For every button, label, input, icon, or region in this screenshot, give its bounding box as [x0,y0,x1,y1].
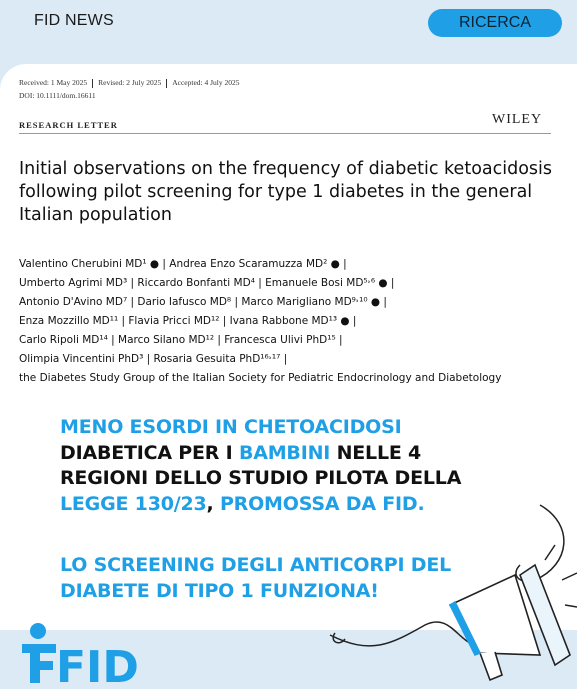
headline [60,415,520,517]
author-line: the Diabetes Study Group of the Italian Society for Pediatric Endocrinology and Diabetology [19,372,502,384]
headline-part: BAMBINI [238,441,331,464]
paper-dates [19,78,240,88]
paper-doi: DOI: 10.1111/dom.16611 [19,91,96,100]
megaphone-icon [330,505,577,689]
headline-part: , [206,492,220,515]
paper-section: RESEARCH LETTER [19,120,118,130]
headline-part: PROMOSSA DA FID. [219,492,425,515]
author-line: Enza Mozzillo MD¹¹ | Flavia Pricci MD¹² | Ivana Rabbone MD¹³ ● | [19,315,357,327]
publisher-logo: WILEY [492,112,543,127]
revised-date: Revised: 2 July 2025 [98,78,162,87]
fid-logo [20,622,139,689]
headline-part: LEGGE 130/23 [60,492,207,515]
subline: LO SCREENING DEGLI ANTICORPI DEL DIABETE DI TIPO 1 FUNZIONA! [60,554,452,602]
accepted-date: Accepted: 4 July 2025 [172,78,240,87]
logo-head [30,623,46,639]
headline-part: NELLE 4 [330,441,422,464]
paper-title: Initial observations on the frequency of diabetic ketoacidosis following pilot screening for type 1 diabetes in the general Italian population [19,159,553,225]
headline-part: MENO ESORDI IN CHETOACIDOSI [60,416,402,438]
headline-part: DIABETICA PER I [60,441,239,464]
section-rule [19,133,551,134]
author-line: Carlo Ripoli MD¹⁴ | Marco Silano MD¹² | Francesca Ulivi PhD¹⁵ | [19,334,343,346]
logo-text: FID [56,642,139,689]
author-line: Antonio D'Avino MD⁷ | Dario Iafusco MD⁸ | Marco Marigliano MD⁹˒¹⁰ ● | [19,296,387,308]
author-line: Valentino Cherubini MD¹ ● | Andrea Enzo Scaramuzza MD² ● | [19,258,347,270]
headline-part: REGIONI DELLO STUDIO PILOTA DELLA [60,467,462,489]
logo-figure [22,644,56,683]
category-badge[interactable]: RICERCA [428,9,562,37]
author-line: Umberto Agrimi MD³ | Riccardo Bonfanti MD⁴ | Emanuele Bosi MD⁵˒⁶ ● | [19,277,395,289]
top-section-label: FID NEWS [34,12,114,29]
received-date: Received: 1 May 2025 [19,78,88,87]
author-line: Olimpia Vincentini PhD³ | Rosaria Gesuita PhD¹⁶˒¹⁷ | [19,353,288,365]
author-list [19,255,564,388]
